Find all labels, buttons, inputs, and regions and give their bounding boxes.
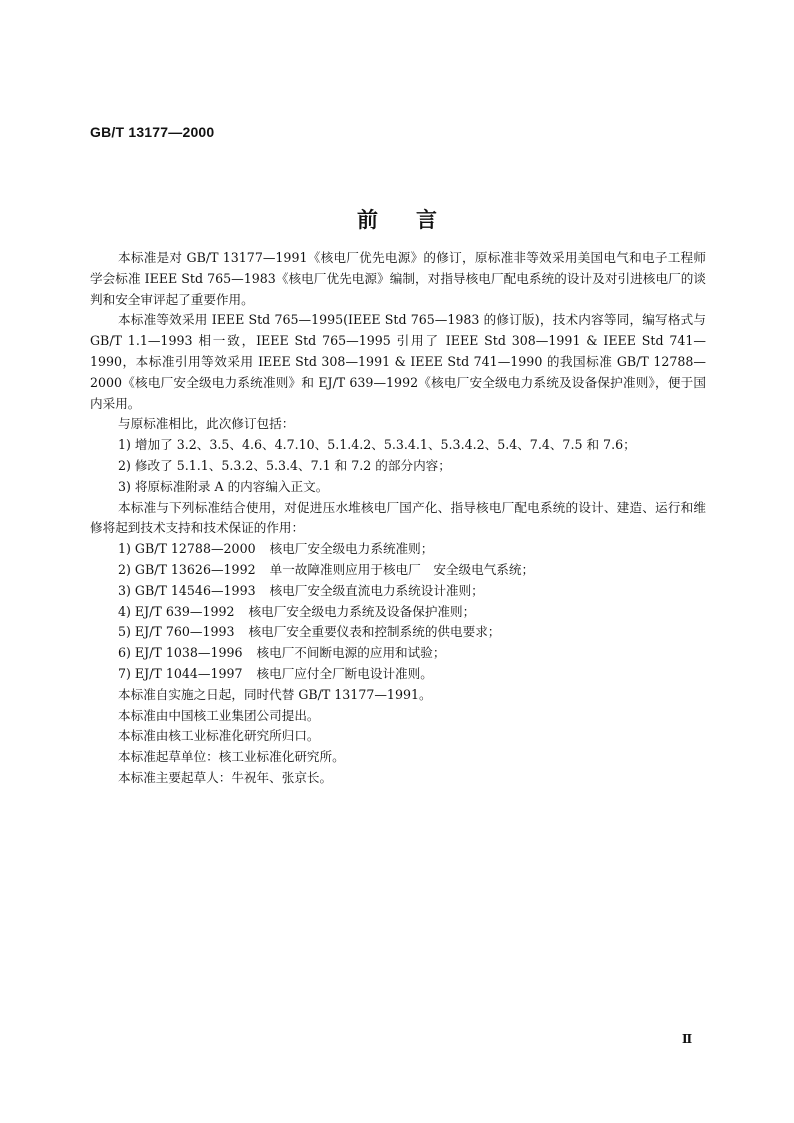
standard-name: 核电厂不间断电源的应用和试验； — [256, 645, 446, 661]
standard-name: 核电厂安全级电力系统及设备保护准则； — [248, 603, 476, 619]
page-number: Ⅱ — [682, 1032, 693, 1046]
list-item-related-standard — [90, 643, 706, 664]
list-item-related-standard — [90, 664, 706, 685]
standard-number: 5) EJ/T 760—1993 — [118, 624, 235, 640]
list-item-related-standard — [90, 602, 706, 623]
paragraph-drafters: 本标准主要起草人：牛祝年、张京长。 — [118, 769, 333, 785]
standard-name: 核电厂安全级电力系统准则； — [269, 541, 434, 557]
standard-name: 核电厂应付全厂断电设计准则。 — [256, 665, 433, 681]
standard-number: 6) EJ/T 1038—1996 — [118, 645, 243, 661]
paragraph-replaces: 本标准自实施之日起，同时代替 GB/T 13177—1991。 — [118, 686, 432, 702]
paragraph-changes-intro: 与原标准相比，此次修订包括： — [118, 416, 295, 432]
paragraph-related-intro: 本标准与下列标准结合使用，对促进压水堆核电厂国产化、指导核电厂配电系统的设计、建造、运行和维修将起到技术支持和技术保证的作用： — [90, 499, 706, 536]
list-item-related-standard — [90, 581, 706, 602]
standard-code-header — [90, 124, 214, 140]
standard-number: 3) GB/T 14546—1993 — [118, 582, 256, 598]
standard-number: 2) GB/T 13626—1992 — [118, 561, 256, 577]
list-item-related-standard — [90, 622, 706, 643]
paragraph-drafting-unit: 本标准起草单位：核工业标准化研究所。 — [118, 749, 345, 765]
list-item-change-2: 2) 修改了 5.1.1、5.3.2、5.3.4、7.1 和 7.2 的部分内容； — [118, 457, 451, 473]
foreword-body — [90, 248, 706, 789]
standard-number: 7) EJ/T 1044—1997 — [118, 665, 243, 681]
standard-number: 1) GB/T 12788—2000 — [118, 541, 256, 557]
paragraph-revision-intro: 本标准是对 GB/T 13177—1991《核电厂优先电源》的修订，原标准非等效采用美国电气和电子工程师学会标准 IEEE Std 765—1983《核电厂优先电源》编制，对指导核电厂配电系统的设计及对引进核电厂的谈判和安全审评起了重要作用。 — [90, 250, 706, 307]
standard-code-text: GB/T 13177—2000 — [90, 124, 215, 140]
list-item-related-standard — [90, 539, 706, 560]
list-item-related-standard — [90, 560, 706, 581]
standard-name: 核电厂安全级直流电力系统设计准则； — [269, 582, 484, 598]
list-item-change-3: 3) 将原标准附录 A 的内容编入正文。 — [118, 478, 329, 494]
standard-name: 单一故障准则应用于核电厂 安全级电气系统； — [269, 561, 535, 577]
paragraph-centralized-by: 本标准由核工业标准化研究所归口。 — [118, 728, 320, 744]
standard-number: 4) EJ/T 639—1992 — [118, 603, 235, 619]
paragraph-proposed-by: 本标准由中国核工业集团公司提出。 — [118, 707, 320, 723]
list-item-change-1: 1) 增加了 3.2、3.5、4.6、4.7.10、5.1.4.2、5.3.4.1、5.3.4.2、5.4、7.4、7.5 和 7.6； — [118, 437, 636, 453]
standard-name: 核电厂安全重要仪表和控制系统的供电要求； — [248, 624, 501, 640]
page-title: 前言 — [357, 208, 475, 232]
paragraph-equivalence: 本标准等效采用 IEEE Std 765—1995(IEEE Std 765—1983 的修订版)，技术内容等同，编写格式与 GB/T 1.1—1993 相一致，IEEE Std 765—1995 引用了 IEEE Std 308—1991 & IEEE Std 741—1990，本标准引用等效采用 IEEE Std 308—1991 & IEEE Std 741—1990 的我国标准 GB/T 12788—2000《核电厂安全级电力系统准则》和 EJ/T 639—1992《核电厂安全级电力系统及设备保护准则》，便于国内采用。 — [90, 312, 706, 411]
